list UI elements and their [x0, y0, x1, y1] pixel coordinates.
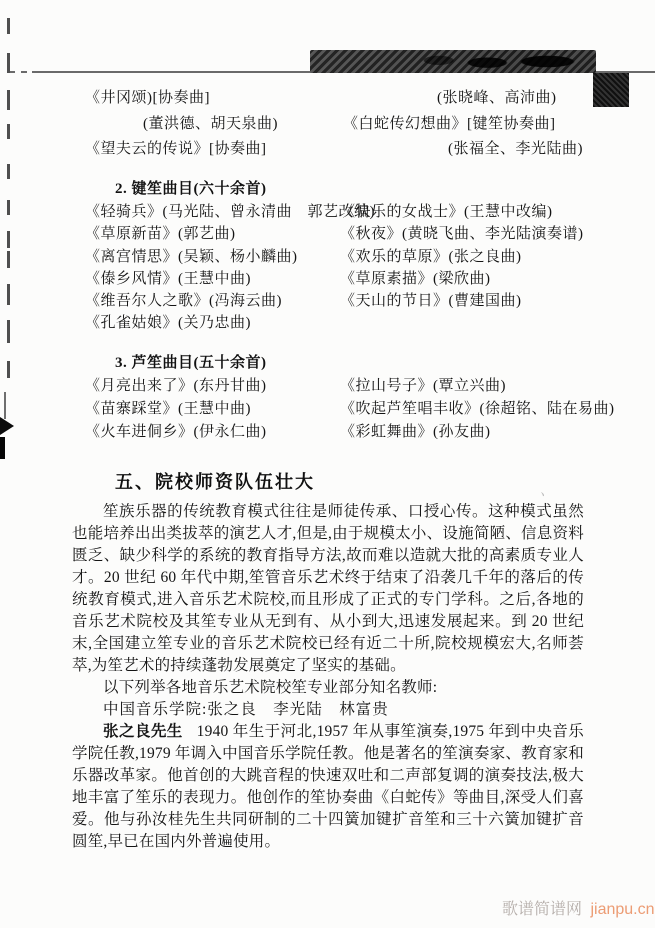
scan-blackout-bar [310, 50, 596, 73]
scan-tick [7, 90, 10, 110]
scan-tick [7, 53, 10, 73]
section-heading: 五、院校师资队伍壮大 [115, 472, 315, 492]
scan-tick [7, 124, 10, 139]
song-entry: 《苗寨踩堂》(王慧中曲) [85, 401, 251, 417]
song-credit: (张晓峰、高沛曲) [437, 90, 557, 106]
song-entry: 《草原新苗》(郭艺曲) [85, 226, 236, 242]
song-entry: 《火车进侗乡》(伊永仁曲) [85, 424, 267, 440]
scan-tick [7, 231, 10, 248]
scan-edge-bar [0, 437, 5, 459]
song-entry: 《孔雀姑娘》(关乃忠曲) [85, 315, 251, 331]
scan-tick [7, 320, 10, 343]
song-entry: 《吹起芦笙唱丰收》(徐超铭、陆在易曲) [340, 401, 615, 417]
song-entry: 《离宫情思》(吴颖、杨小麟曲) [85, 249, 298, 265]
song-title: 《白蛇传幻想曲》[键笙协奏曲] [343, 116, 556, 132]
song-entry: 《月亮出来了》(东丹甘曲) [85, 378, 267, 394]
song-entry: 《草原素描》(梁欣曲) [340, 271, 491, 287]
scan-tick [7, 284, 10, 305]
song-credit: (张福全、李光陆曲) [448, 141, 583, 157]
list-header: 2. 键笙曲目(六十余首) [115, 181, 267, 197]
scan-smudge: 、 [539, 483, 557, 502]
scan-tick [7, 164, 10, 179]
scan-black-square [593, 73, 629, 107]
scan-thin-line [4, 392, 6, 419]
scan-tick [7, 251, 10, 268]
scan-tick [7, 361, 10, 378]
scan-rule-gap [15, 70, 21, 74]
bio-person-name: 张之良先生 [103, 723, 183, 740]
paragraph-bio [72, 721, 584, 853]
song-title: 《望夫云的传说》[协奏曲] [85, 141, 267, 157]
song-entry: 《拉山号子》(覃立兴曲) [340, 378, 506, 394]
song-entry: 《快乐的女战士》(王慧中改编) [340, 204, 553, 220]
list-header: 3. 芦笙曲目(五十余首) [115, 355, 267, 371]
bio-text: 1940 年生于河北,1957 年从事笙演奏,1975 年到中央音乐学院任教,1979 年调入中国音乐学院任教。他是著名的笙演奏家、教育家和乐器改革家。他首创的大跳音程的快速双吐和二声部复调的演奏技法,极大地丰富了笙乐的表现力。他创作的笙协奏曲《白蛇传》等曲目,深受人们喜爱。他与孙汝桂先生共同研制的二十四簧加键扩音笙和三十六簧加键扩音圆笙,早已在国内外普遍使用。 [72, 723, 584, 850]
scan-rule-gap [27, 70, 32, 74]
scan-tick [7, 200, 10, 215]
section-body [72, 501, 584, 853]
song-entry: 《欢乐的草原》(张之良曲) [340, 249, 522, 265]
watermark-site-name: 歌谱简谱网 [502, 901, 583, 918]
song-entry: 《傣乡风情》(王慧中曲) [85, 271, 251, 287]
scan-tick [7, 18, 10, 34]
watermark [502, 896, 655, 919]
song-title: 《井冈颂)[协奏曲] [85, 90, 210, 106]
song-entry: 《轻骑兵》(马光陆、曾永清曲 郭艺改编) [85, 204, 375, 220]
song-entry: 《天山的节日》(曹建国曲) [340, 293, 522, 309]
watermark-site-url: jianpu.cn [590, 901, 655, 918]
song-entry: 《秋夜》(黄晓飞曲、李光陆演奏谱) [340, 226, 584, 242]
teacher-list-line: 中国音乐学院:张之良 李光陆 林富贵 [103, 701, 389, 718]
scan-arrow-mark [0, 417, 14, 435]
paragraph-teacher-intro: 以下列举各地音乐艺术院校笙专业部分知名教师: [103, 679, 438, 696]
song-credit: (董洪德、胡天泉曲) [143, 116, 278, 132]
paragraph-education-model: 笙族乐器的传统教育模式往往是师徒传承、口授心传。这种模式虽然也能培养出出类拔萃的演艺人才,但是,由于规模太小、设施简陋、信息资料匮乏、缺少科学的系统的教育指导方法,故而难以造就大批的高素质专业人才。20 世纪 60 年代中期,笙管音乐艺术终于结束了沿袭几千年的落后的传统教育模式,进入音乐艺术院校,而且形成了正式的专门学科。之后,各地的音乐艺术院校及其笙专业从无到有、从小到大,迅速发展起来。到 20 世纪末,全国建立笙专业的音乐艺术院校已经有近二十所,院校规模宏大,名师荟萃,为笙艺术的持续蓬勃发展奠定了坚实的基础。 [72, 503, 584, 674]
song-entry: 《维吾尔人之歌》(冯海云曲) [85, 293, 282, 309]
song-entry: 《彩虹舞曲》(孙友曲) [340, 424, 491, 440]
